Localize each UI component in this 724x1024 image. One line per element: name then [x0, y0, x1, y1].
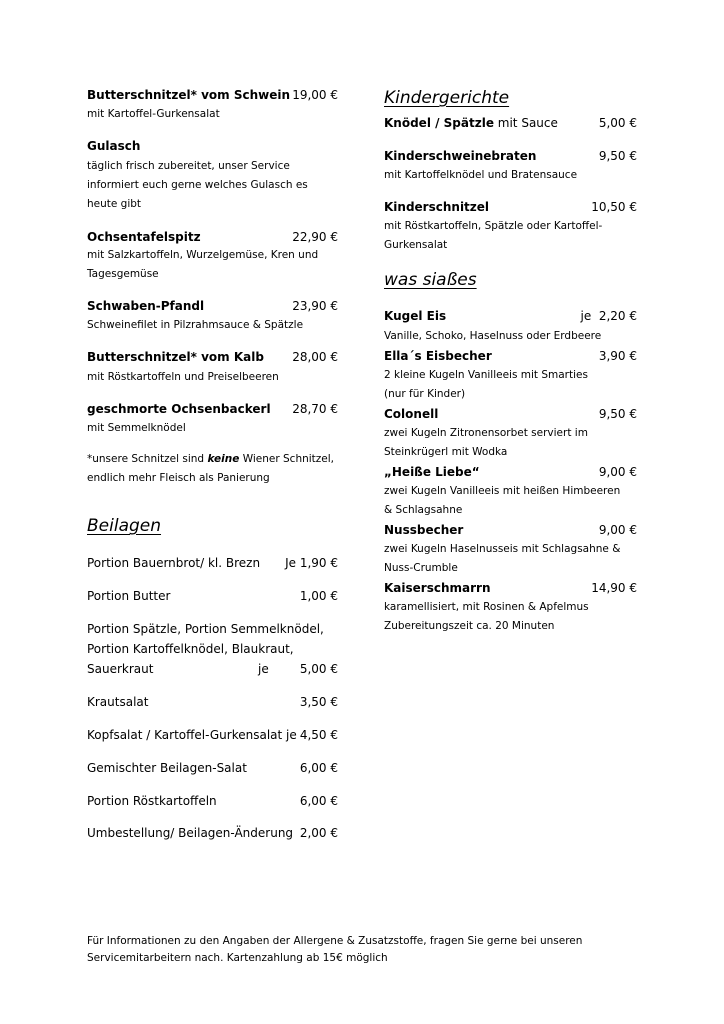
dish-description: zwei Kugeln Zitronensorbet serviert im	[384, 427, 588, 439]
dish-name: Kinderschnitzel	[384, 200, 490, 214]
dish-description: Tagesgemüse	[87, 268, 159, 280]
side-price: 2,00 €	[299, 826, 338, 840]
dish-price: 23,90 €	[292, 299, 338, 313]
dish-name: Schwaben-Pfandl	[87, 299, 205, 313]
dish-description: mit Semmelknödel	[87, 422, 186, 434]
dish-name-suffix: mit Sauce	[493, 116, 558, 130]
side-label: Portion Kartoffelknödel, Blaukraut,	[87, 642, 294, 656]
dish-description: täglich frisch zubereitet, unser Service	[87, 160, 290, 172]
dish-name: geschmorte Ochsenbackerl	[87, 402, 271, 416]
dish-description: Gurkensalat	[384, 239, 448, 251]
dish-price: 28,70 €	[292, 402, 338, 416]
dish-price: 28,00 €	[292, 350, 338, 364]
dish-description: mit Röstkartoffeln und Preiselbeeren	[87, 371, 279, 383]
side-label: Sauerkraut	[87, 662, 154, 676]
dish-description: heute gibt	[87, 198, 142, 210]
dish-description: informiert euch gerne welches Gulasch es	[87, 179, 308, 191]
dish-price: 9,00 €	[598, 465, 637, 479]
schnitzel-note	[87, 453, 334, 465]
side-label: Umbestellung/ Beilagen-Änderung	[87, 826, 294, 840]
side-price: Je 1,90 €	[285, 556, 338, 570]
dish-price: je 2,20 €	[580, 309, 637, 323]
dish-description: zwei Kugeln Vanilleeis mit heißen Himbeeren	[384, 485, 621, 497]
dish-name: Nussbecher	[384, 523, 464, 537]
dish-description: zwei Kugeln Haselnusseis mit Schlagsahne &	[384, 543, 621, 555]
dish-price: 9,50 €	[598, 407, 637, 421]
dish-description: mit Kartoffelknödel und Bratensauce	[384, 169, 578, 181]
side-price: 1,00 €	[299, 589, 338, 603]
note-text: *unsere Schnitzel sind	[87, 453, 208, 465]
dish-description: mit Röstkartoffeln, Spätzle oder Kartoffel-	[384, 220, 603, 232]
dish-price: 19,00 €	[292, 88, 338, 102]
dish-description: mit Kartoffel-Gurkensalat	[87, 108, 220, 120]
dish-name: Gulasch	[87, 139, 141, 153]
dish-price: 14,90 €	[591, 581, 637, 595]
dish-name: Butterschnitzel* vom Schwein	[87, 88, 291, 102]
dish-price: 10,50 €	[591, 200, 637, 214]
dish-description: Nuss-Crumble	[384, 562, 458, 574]
dish-description: (nur für Kinder)	[384, 388, 466, 400]
dish-name: Kaiserschmarrn	[384, 581, 491, 595]
dish-name-text: Knödel / Spätzle	[384, 116, 494, 130]
dish-description: & Schlagsahne	[384, 504, 463, 516]
section-heading-desserts: was siaßes	[384, 270, 477, 290]
dish-name: Ochsentafelspitz	[87, 230, 201, 244]
schnitzel-note: endlich mehr Fleisch als Panierung	[87, 472, 270, 484]
side-label: Portion Spätzle, Portion Semmelknödel,	[87, 622, 324, 636]
dish-name: Colonell	[384, 407, 439, 421]
dish-description: karamellisiert, mit Rosinen & Apfelmus	[384, 601, 589, 613]
dish-name: Butterschnitzel* vom Kalb	[87, 350, 264, 364]
note-emphasis: keine	[207, 453, 240, 465]
footer-info: Servicemitarbeitern nach. Kartenzahlung ab 15€ möglich	[87, 952, 388, 964]
dish-description: Steinkrügerl mit Wodka	[384, 446, 508, 458]
side-price: 6,00 €	[299, 761, 338, 775]
dish-price: 9,50 €	[598, 149, 637, 163]
dish-description: Schweinefilet in Pilzrahmsauce & Spätzle	[87, 319, 304, 331]
dish-description: Vanille, Schoko, Haselnuss oder Erdbeere	[384, 330, 602, 342]
side-label: Portion Bauernbrot/ kl. Brezn	[87, 556, 261, 570]
side-price: 4,50 €	[299, 728, 338, 742]
side-label: Krautsalat	[87, 695, 149, 709]
dish-price: 5,00 €	[598, 116, 637, 130]
dish-name	[384, 116, 558, 130]
side-label: Portion Röstkartoffeln	[87, 794, 217, 808]
dish-price: 9,00 €	[598, 523, 637, 537]
dish-name: Ella´s Eisbecher	[384, 349, 492, 363]
side-label: Gemischter Beilagen-Salat	[87, 761, 247, 775]
side-label: Portion Butter	[87, 589, 171, 603]
side-price: 5,00 €	[299, 662, 338, 676]
dish-name: Kugel Eis	[384, 309, 447, 323]
note-text: Wiener Schnitzel,	[239, 453, 335, 465]
dish-description: Zubereitungszeit ca. 20 Minuten	[384, 620, 555, 632]
side-je: je	[258, 662, 269, 676]
side-label: Kopfsalat / Kartoffel-Gurkensalat je	[87, 728, 297, 742]
dish-name: „Heiße Liebe“	[384, 465, 480, 479]
dish-name: Kinderschweinebraten	[384, 149, 537, 163]
side-price: 3,50 €	[299, 695, 338, 709]
dish-price: 22,90 €	[292, 230, 338, 244]
section-heading-beilagen: Beilagen	[87, 516, 162, 536]
dish-description: 2 kleine Kugeln Vanilleeis mit Smarties	[384, 369, 588, 381]
dish-price: 3,90 €	[598, 349, 637, 363]
section-heading-kindergerichte: Kindergerichte	[384, 88, 510, 108]
footer-info: Für Informationen zu den Angaben der Allergene & Zusatzstoffe, fragen Sie gerne bei unseren	[87, 935, 583, 947]
dish-description: mit Salzkartoffeln, Wurzelgemüse, Kren und	[87, 249, 319, 261]
side-price: 6,00 €	[299, 794, 338, 808]
